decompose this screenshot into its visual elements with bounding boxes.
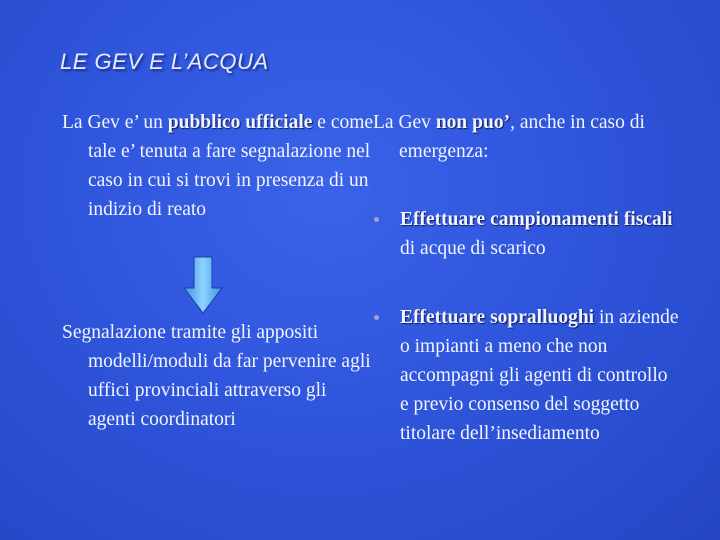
right-intro-bold: non puo’	[435, 112, 511, 133]
left-para1-text-b: e come tale e’ tenuta a fare segnalazione nel caso in cui si trovi in presenza di un indizio di reato	[88, 112, 374, 220]
left-paragraph-duty	[62, 108, 378, 224]
slide-title: LE GEV E L’ACQUA	[60, 49, 269, 74]
bullet-bold: Effettuare campionamenti fiscali	[400, 209, 673, 230]
bullet-text	[400, 303, 680, 448]
left-paragraph-procedure: Segnalazione tramite gli appositi modelli/moduli da far pervenire agli uffici provinciali attraverso gli agenti coordinatori	[62, 322, 371, 430]
down-arrow-icon	[183, 256, 223, 314]
bullet-icon	[374, 315, 379, 320]
left-para1-text-a: La Gev e’ un	[62, 112, 168, 133]
left-para1-bold: pubblico ufficiale	[167, 112, 313, 133]
right-paragraph-intro	[373, 108, 720, 166]
bullet-text	[400, 205, 680, 263]
bullet-rest: in aziende o impianti a meno che non accompagni gli agenti di controllo e previo consenso del soggetto titolare dell’insediamento	[400, 307, 679, 444]
right-intro-text-b: , anche in caso di emergenza:	[399, 112, 645, 162]
bullet-bold: Effettuare sopralluoghi	[400, 307, 595, 328]
bullet-rest: di acque di scarico	[400, 238, 546, 259]
bullet-icon	[374, 217, 379, 222]
right-intro-text-a: La Gev	[373, 112, 436, 133]
